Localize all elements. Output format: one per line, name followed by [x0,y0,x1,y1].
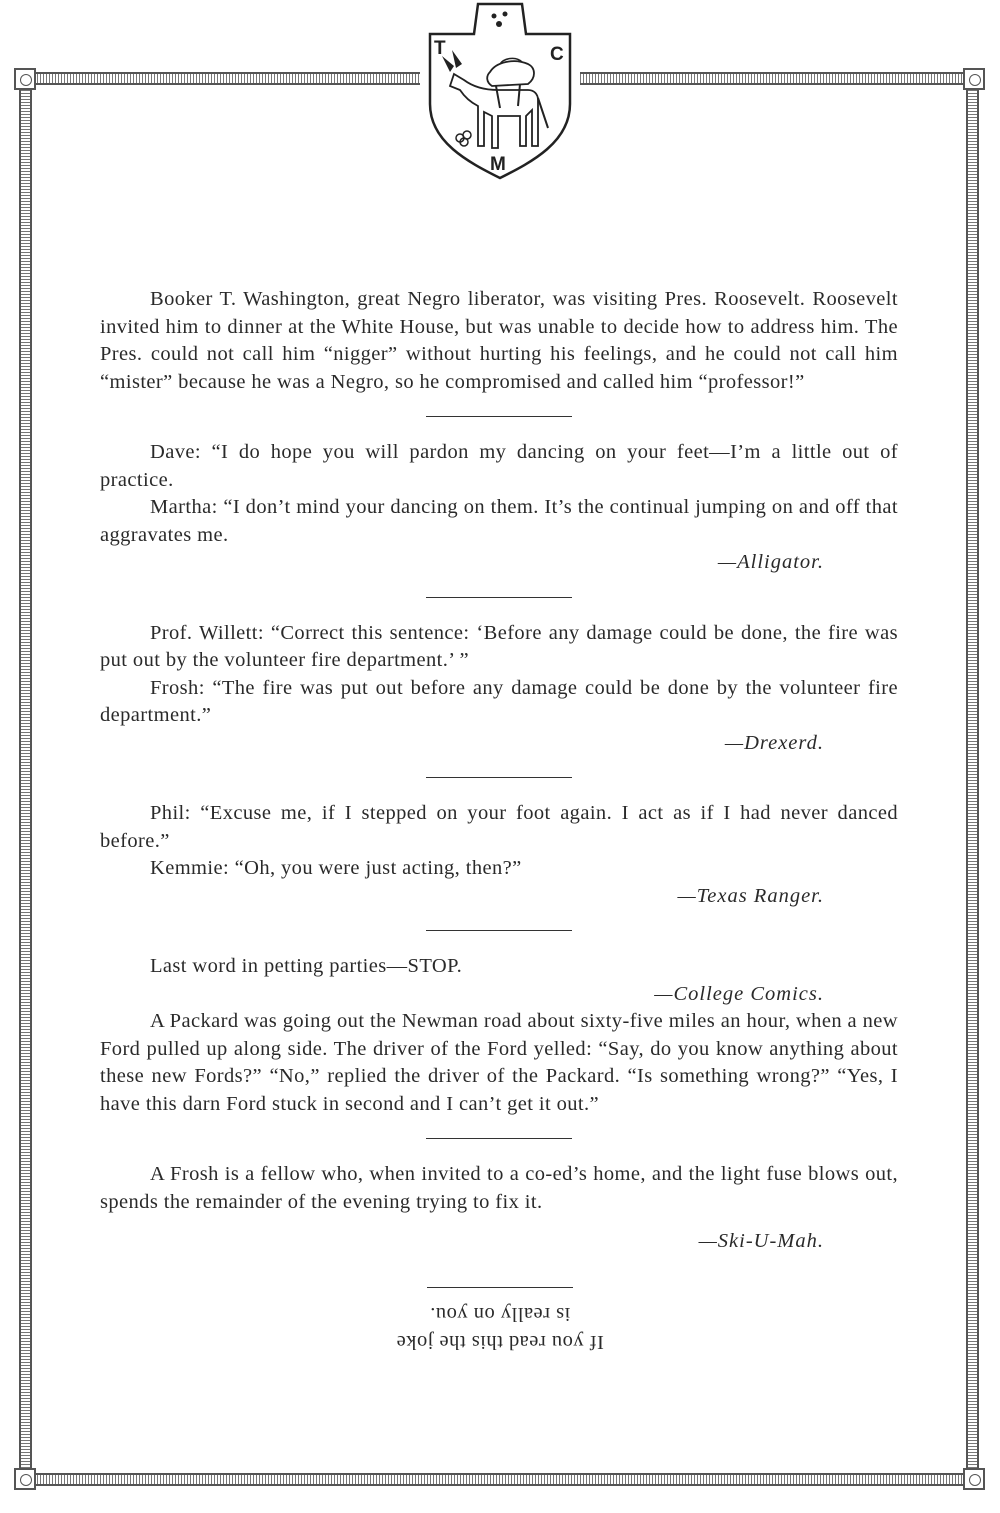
joke-frosh-fuse [100,1161,898,1256]
crest-letter-t: T [434,38,446,59]
joke-source: —College Comics. [654,982,824,1005]
joke-packard-ford [100,1008,898,1118]
joke-paragraph: Phil: “Excuse me, if I stepped on your foot again. I act as if I had never danced before.” [100,802,898,852]
joke-paragraph: Booker T. Washington, great Negro liberator, was visiting Pres. Roosevelt. Roosevelt invited him to dinner at the White House, but was unable to decide how to address him. The Pres. could not call him “nigger” without hurting his feelings, and he could not call him “mister” because he was a Negro, so he compromised and called him “professor!” [100,288,898,393]
crest-shield-icon [420,2,580,182]
joke-source: —Ski-U-Mah. [698,1230,824,1252]
border-bottom [28,1473,972,1486]
upside-down-joke [0,1300,1000,1356]
corner-ornament-tr [963,68,985,90]
corner-ornament-bl [14,1468,36,1490]
school-crest [420,2,580,182]
joke-dave-martha [100,439,898,577]
divider-rule [426,930,572,931]
joke-paragraph: A Packard was going out the Newman road about sixty-five miles an hour, when a new Ford pulled up along side. The driver of the Ford yelled: “Say, do you know anything about these new Fords?” “No,” replied the driver of the Packard. “Is something wrong?” “Yes, I have this darn Ford stuck in second and I can’t get it out.” [100,1010,898,1115]
upside-down-line-1: If you read this the joke [396,1331,604,1353]
corner-ornament-br [963,1468,985,1490]
joke-petting-parties [100,953,898,1008]
jokes-column [100,286,898,1256]
joke-paragraph: Last word in petting parties—STOP. [150,955,463,977]
joke-phil-kemmie [100,800,898,910]
corner-ornament-tl [14,68,36,90]
joke-paragraph: Kemmie: “Oh, you were just acting, then?” [150,857,522,879]
border-right [966,82,979,1480]
upside-down-line-2: is really on you. [429,1303,571,1325]
joke-paragraph: Dave: “I do hope you will pardon my dancing on your feet—I’m a little out of practice. [100,441,898,491]
crest-letter-m: M [490,154,506,175]
joke-paragraph: Martha: “I don’t mind your dancing on them. It’s the continual jumping on and off that aggravates me. [100,496,898,546]
joke-paragraph: Frosh: “The fire was put out before any damage could be done by the volunteer fire department.” [100,676,898,726]
divider-rule [426,416,572,417]
joke-paragraph: A Frosh is a fellow who, when invited to a co-ed’s home, and the light fuse blows out, spends the remainder of the evening trying to fix it. [100,1163,898,1213]
joke-paragraph: Prof. Willett: “Correct this sentence: ‘Before any damage could be done, the fire was put out by the volunteer fire department.’ ” [100,621,898,671]
divider-rule [426,1138,572,1139]
divider-rule [426,777,572,778]
joke-source: —Alligator. [717,551,824,573]
divider-rule [427,1287,573,1288]
crest-letter-c: C [550,44,564,65]
border-left [19,82,32,1480]
joke-prof-willett [100,620,898,758]
joke-washington [100,286,898,396]
joke-source: —Drexerd. [724,731,824,754]
divider-rule [426,597,572,598]
joke-source: —Texas Ranger. [677,884,824,907]
